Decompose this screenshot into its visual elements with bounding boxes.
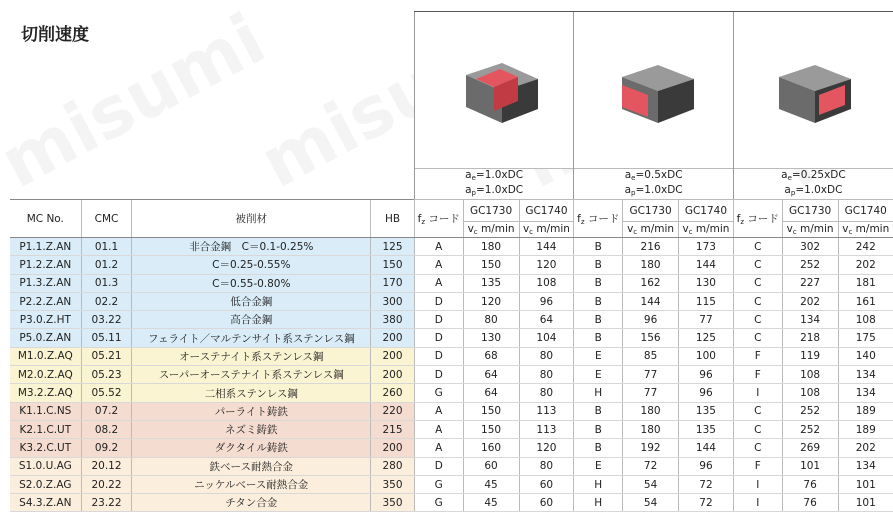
vc-cell: 60 bbox=[463, 457, 519, 475]
vc-cell: 192 bbox=[623, 439, 679, 457]
vc-cell: 64 bbox=[463, 384, 519, 402]
header-vc bbox=[463, 222, 519, 238]
header-vc bbox=[519, 222, 574, 238]
vc-cell: 101 bbox=[782, 457, 838, 475]
vc-cell: 80 bbox=[519, 457, 574, 475]
vc-cell: 72 bbox=[623, 457, 679, 475]
vc-cell: 161 bbox=[838, 292, 893, 310]
vc-cell: 108 bbox=[782, 384, 838, 402]
table-row bbox=[10, 366, 893, 384]
vc-prefix: v bbox=[467, 223, 474, 235]
vc-cell: 120 bbox=[519, 439, 574, 457]
hb-cell: 200 bbox=[371, 439, 415, 457]
fz-code-cell: C bbox=[733, 238, 782, 256]
hb-cell: 125 bbox=[371, 238, 415, 256]
vc-cell: 134 bbox=[782, 311, 838, 329]
fz-code-cell: D bbox=[414, 329, 463, 347]
cmc-cell: 07.2 bbox=[81, 402, 132, 420]
vc-cell: 150 bbox=[463, 256, 519, 274]
material-cell: 非合金鋼 C＝0.1-0.25% bbox=[132, 238, 371, 256]
fz-code-cell: H bbox=[574, 494, 623, 512]
hb-cell: 200 bbox=[371, 347, 415, 365]
vc-cell: 115 bbox=[679, 292, 734, 310]
vc-cell: 269 bbox=[782, 439, 838, 457]
vc-cell: 144 bbox=[519, 238, 574, 256]
header-mc-no: MC No. bbox=[10, 200, 81, 238]
mc-no-cell: P5.0.Z.AN bbox=[10, 329, 81, 347]
fz-code-cell: D bbox=[414, 366, 463, 384]
mc-no-cell: S4.3.Z.AN bbox=[10, 494, 81, 512]
hb-cell: 280 bbox=[371, 457, 415, 475]
ap-sub: p bbox=[790, 189, 796, 197]
vc-cell: 218 bbox=[782, 329, 838, 347]
fz-code-cell: A bbox=[414, 420, 463, 438]
fz-suffix: コード bbox=[744, 213, 779, 225]
ae-line bbox=[415, 169, 574, 184]
vc-cell: 68 bbox=[463, 347, 519, 365]
vc-cell: 72 bbox=[679, 494, 734, 512]
vc-cell: 135 bbox=[679, 402, 734, 420]
vc-cell: 156 bbox=[623, 329, 679, 347]
header-fz-code bbox=[414, 200, 463, 238]
vc-cell: 45 bbox=[463, 494, 519, 512]
table-row bbox=[10, 457, 893, 475]
fz-prefix: f bbox=[577, 213, 581, 225]
vc-cell: 85 bbox=[623, 347, 679, 365]
vc-cell: 80 bbox=[463, 311, 519, 329]
vc-cell: 134 bbox=[838, 366, 893, 384]
vc-cell: 125 bbox=[679, 329, 734, 347]
cmc-cell: 05.11 bbox=[81, 329, 132, 347]
fz-code-cell: I bbox=[733, 384, 782, 402]
vc-cell: 160 bbox=[463, 439, 519, 457]
vc-cell: 80 bbox=[519, 366, 574, 384]
header-grade-1: GC1730 bbox=[463, 200, 519, 222]
material-cell: スーパーオーステナイト系ステンレス鋼 bbox=[132, 366, 371, 384]
table-row bbox=[10, 256, 893, 274]
mc-no-cell: M1.0.Z.AQ bbox=[10, 347, 81, 365]
hb-cell: 170 bbox=[371, 274, 415, 292]
vc-sub: c bbox=[792, 228, 797, 236]
mc-no-cell: P1.2.Z.AN bbox=[10, 256, 81, 274]
fz-code-cell: B bbox=[574, 292, 623, 310]
vc-cell: 216 bbox=[623, 238, 679, 256]
hb-cell: 350 bbox=[371, 475, 415, 493]
cmc-cell: 20.12 bbox=[81, 457, 132, 475]
fz-code-cell: D bbox=[414, 311, 463, 329]
vc-sub: c bbox=[529, 228, 534, 236]
vc-cell: 227 bbox=[782, 274, 838, 292]
fz-code-cell: C bbox=[733, 420, 782, 438]
ae-suffix: =1.0xDC bbox=[475, 169, 524, 181]
vc-cell: 77 bbox=[679, 311, 734, 329]
mc-no-cell: M3.2.Z.AQ bbox=[10, 384, 81, 402]
header-cmc: CMC bbox=[81, 200, 132, 238]
cut-condition-3 bbox=[733, 169, 893, 200]
ap-suffix: =1.0xDC bbox=[475, 184, 524, 196]
fz-code-cell: E bbox=[574, 347, 623, 365]
table-row bbox=[10, 402, 893, 420]
vc-cell: 101 bbox=[838, 494, 893, 512]
mc-no-cell: P2.2.Z.AN bbox=[10, 292, 81, 310]
vc-cell: 180 bbox=[623, 256, 679, 274]
fz-code-cell: A bbox=[414, 274, 463, 292]
vc-cell: 77 bbox=[623, 384, 679, 402]
fz-code-cell: I bbox=[733, 475, 782, 493]
vc-cell: 189 bbox=[838, 420, 893, 438]
vc-cell: 135 bbox=[463, 274, 519, 292]
vc-cell: 189 bbox=[838, 402, 893, 420]
vc-cell: 144 bbox=[679, 439, 734, 457]
vc-suffix: m/min bbox=[852, 223, 890, 235]
vc-cell: 72 bbox=[679, 475, 734, 493]
fz-code-cell: A bbox=[414, 439, 463, 457]
vc-cell: 140 bbox=[838, 347, 893, 365]
vc-cell: 76 bbox=[782, 475, 838, 493]
fz-code-cell: B bbox=[574, 402, 623, 420]
fz-code-cell: B bbox=[574, 274, 623, 292]
vc-cell: 175 bbox=[838, 329, 893, 347]
ap-line bbox=[415, 184, 574, 199]
vc-prefix: v bbox=[842, 223, 849, 235]
vc-cell: 80 bbox=[519, 347, 574, 365]
vc-cell: 202 bbox=[838, 256, 893, 274]
fz-code-cell: C bbox=[733, 274, 782, 292]
vc-cell: 242 bbox=[838, 238, 893, 256]
table-row bbox=[10, 439, 893, 457]
fz-code-cell: B bbox=[574, 311, 623, 329]
hb-cell: 300 bbox=[371, 292, 415, 310]
ap-prefix: a bbox=[624, 184, 632, 196]
fz-code-cell: A bbox=[414, 256, 463, 274]
vc-prefix: v bbox=[786, 223, 793, 235]
ap-suffix: =1.0xDC bbox=[635, 184, 683, 196]
material-cell: ダクタイル鋳鉄 bbox=[132, 439, 371, 457]
page-title: 切削速度 bbox=[21, 25, 89, 45]
fz-prefix: f bbox=[417, 213, 422, 225]
fz-code-cell: H bbox=[574, 475, 623, 493]
mc-no-cell: K2.1.C.UT bbox=[10, 420, 81, 438]
fz-code-cell: C bbox=[733, 292, 782, 310]
cmc-cell: 05.23 bbox=[81, 366, 132, 384]
vc-cell: 134 bbox=[838, 384, 893, 402]
fz-code-cell: C bbox=[733, 329, 782, 347]
hb-cell: 150 bbox=[371, 256, 415, 274]
fz-suffix: コード bbox=[425, 213, 460, 225]
vc-cell: 113 bbox=[519, 420, 574, 438]
hb-cell: 380 bbox=[371, 311, 415, 329]
hb-cell: 220 bbox=[371, 402, 415, 420]
fz-sub: z bbox=[421, 218, 426, 226]
vc-cell: 119 bbox=[782, 347, 838, 365]
header-fz-code bbox=[733, 200, 782, 238]
vc-cell: 150 bbox=[463, 420, 519, 438]
ae-line bbox=[574, 169, 733, 184]
vc-cell: 76 bbox=[782, 494, 838, 512]
fz-code-cell: D bbox=[414, 292, 463, 310]
cut-condition-2 bbox=[574, 169, 734, 200]
hb-cell: 215 bbox=[371, 420, 415, 438]
mc-no-cell: M2.0.Z.AQ bbox=[10, 366, 81, 384]
vc-cell: 45 bbox=[463, 475, 519, 493]
vc-cell: 144 bbox=[623, 292, 679, 310]
ap-suffix: =1.0xDC bbox=[795, 184, 843, 196]
header-grade-1: GC1730 bbox=[623, 200, 679, 222]
hb-cell: 350 bbox=[371, 494, 415, 512]
vc-cell: 96 bbox=[679, 366, 734, 384]
ap-sub: p bbox=[471, 189, 476, 197]
vc-cell: 202 bbox=[838, 439, 893, 457]
fz-code-cell: B bbox=[574, 329, 623, 347]
vc-cell: 77 bbox=[623, 366, 679, 384]
vc-prefix: v bbox=[627, 223, 634, 235]
vc-cell: 130 bbox=[463, 329, 519, 347]
table-row bbox=[10, 274, 893, 292]
vc-cell: 60 bbox=[519, 475, 574, 493]
fz-code-cell: A bbox=[414, 402, 463, 420]
fz-prefix: f bbox=[736, 213, 741, 225]
cutting-speed-table bbox=[10, 11, 893, 512]
fz-code-cell: F bbox=[733, 457, 782, 475]
material-cell: オーステナイト系ステンレス鋼 bbox=[132, 347, 371, 365]
table-row bbox=[10, 329, 893, 347]
header-grade-2: GC1740 bbox=[519, 200, 574, 222]
fz-code-cell: H bbox=[574, 384, 623, 402]
vc-prefix: v bbox=[522, 223, 530, 235]
vc-cell: 135 bbox=[679, 420, 734, 438]
material-cell: パーライト鋳鉄 bbox=[132, 402, 371, 420]
ap-prefix: a bbox=[465, 184, 472, 196]
ae-prefix: a bbox=[781, 169, 788, 181]
slot-milling-image bbox=[414, 12, 574, 169]
ae-sub: e bbox=[631, 174, 636, 182]
vc-cell: 162 bbox=[623, 274, 679, 292]
vc-cell: 180 bbox=[463, 238, 519, 256]
material-cell: ニッケルベース耐熱合金 bbox=[132, 475, 371, 493]
cmc-cell: 09.2 bbox=[81, 439, 132, 457]
material-cell: チタン合金 bbox=[132, 494, 371, 512]
fz-code-cell: B bbox=[574, 256, 623, 274]
material-cell: 低合金鋼 bbox=[132, 292, 371, 310]
vc-cell: 104 bbox=[519, 329, 574, 347]
vc-sub: c bbox=[688, 228, 693, 236]
ae-prefix: a bbox=[465, 169, 472, 181]
header-vc bbox=[838, 222, 893, 238]
ae-suffix: =0.25xDC bbox=[791, 169, 846, 181]
mc-no-cell: S1.0.U.AG bbox=[10, 457, 81, 475]
table-row bbox=[10, 384, 893, 402]
vc-cell: 64 bbox=[463, 366, 519, 384]
vc-sub: c bbox=[848, 228, 853, 236]
vc-cell: 96 bbox=[679, 457, 734, 475]
mc-no-cell: K3.2.C.UT bbox=[10, 439, 81, 457]
fz-sub: z bbox=[580, 218, 585, 226]
vc-suffix: m/min bbox=[692, 223, 730, 235]
table-row bbox=[10, 347, 893, 365]
header-grade-2: GC1740 bbox=[679, 200, 734, 222]
fz-code-cell: B bbox=[574, 238, 623, 256]
mc-no-cell: P3.0.Z.HT bbox=[10, 311, 81, 329]
cmc-cell: 03.22 bbox=[81, 311, 132, 329]
fz-code-cell: G bbox=[414, 384, 463, 402]
header-hb: HB bbox=[371, 200, 415, 238]
vc-cell: 100 bbox=[679, 347, 734, 365]
vc-cell: 60 bbox=[519, 494, 574, 512]
vc-cell: 54 bbox=[623, 475, 679, 493]
header-vc bbox=[679, 222, 734, 238]
fz-sub: z bbox=[740, 218, 745, 226]
vc-cell: 96 bbox=[519, 292, 574, 310]
fz-code-cell: I bbox=[733, 494, 782, 512]
cmc-cell: 02.2 bbox=[81, 292, 132, 310]
material-cell: 二相系ステンレス鋼 bbox=[132, 384, 371, 402]
mc-no-cell: K1.1.C.NS bbox=[10, 402, 81, 420]
vc-cell: 180 bbox=[623, 402, 679, 420]
ae-suffix: =0.5xDC bbox=[635, 169, 683, 181]
hb-cell: 200 bbox=[371, 366, 415, 384]
fz-code-cell: D bbox=[414, 457, 463, 475]
cmc-cell: 23.22 bbox=[81, 494, 132, 512]
header-vc bbox=[782, 222, 838, 238]
vc-suffix: m/min bbox=[477, 223, 515, 235]
vc-cell: 108 bbox=[838, 311, 893, 329]
mc-no-cell: S2.0.Z.AG bbox=[10, 475, 81, 493]
cmc-cell: 05.52 bbox=[81, 384, 132, 402]
table-row bbox=[10, 292, 893, 310]
vc-cell: 252 bbox=[782, 402, 838, 420]
vc-prefix: v bbox=[682, 223, 689, 235]
vc-cell: 120 bbox=[519, 256, 574, 274]
vc-cell: 144 bbox=[679, 256, 734, 274]
vc-cell: 181 bbox=[838, 274, 893, 292]
shoulder-quarter-icon bbox=[765, 55, 861, 125]
header-material: 被削材 bbox=[132, 200, 371, 238]
vc-cell: 108 bbox=[519, 274, 574, 292]
fz-code-cell: C bbox=[733, 402, 782, 420]
vc-suffix: m/min bbox=[796, 223, 834, 235]
shoulder-half-image bbox=[574, 12, 734, 169]
fz-suffix: コード bbox=[584, 213, 620, 225]
ap-line bbox=[574, 184, 733, 199]
cmc-cell: 01.3 bbox=[81, 274, 132, 292]
vc-cell: 64 bbox=[519, 311, 574, 329]
table-row bbox=[10, 420, 893, 438]
ap-prefix: a bbox=[784, 184, 791, 196]
shoulder-half-icon bbox=[606, 55, 702, 125]
material-cell: 鉄ベース耐熱合金 bbox=[132, 457, 371, 475]
table-row bbox=[10, 311, 893, 329]
cmc-cell: 01.2 bbox=[81, 256, 132, 274]
vc-cell: 113 bbox=[519, 402, 574, 420]
vc-sub: c bbox=[633, 228, 638, 236]
fz-code-cell: D bbox=[414, 347, 463, 365]
fz-code-cell: F bbox=[733, 347, 782, 365]
mc-no-cell: P1.1.Z.AN bbox=[10, 238, 81, 256]
ae-line bbox=[734, 169, 893, 184]
vc-suffix: m/min bbox=[637, 223, 675, 235]
ae-sub: e bbox=[787, 174, 792, 182]
table-row bbox=[10, 475, 893, 493]
cmc-cell: 20.22 bbox=[81, 475, 132, 493]
vc-cell: 252 bbox=[782, 420, 838, 438]
slot-milling-icon bbox=[446, 55, 542, 125]
ap-sub: p bbox=[631, 189, 636, 197]
ae-sub: e bbox=[471, 174, 476, 182]
vc-cell: 202 bbox=[782, 292, 838, 310]
vc-cell: 101 bbox=[838, 475, 893, 493]
fz-code-cell: G bbox=[414, 475, 463, 493]
mc-no-cell: P1.3.Z.AN bbox=[10, 274, 81, 292]
hb-cell: 200 bbox=[371, 329, 415, 347]
vc-cell: 134 bbox=[838, 457, 893, 475]
ae-prefix: a bbox=[624, 169, 632, 181]
fz-code-cell: F bbox=[733, 366, 782, 384]
vc-cell: 173 bbox=[679, 238, 734, 256]
material-cell: フェライト／マルテンサイト系ステンレス鋼 bbox=[132, 329, 371, 347]
material-cell: ネズミ鋳鉄 bbox=[132, 420, 371, 438]
table-row bbox=[10, 494, 893, 512]
cmc-cell: 05.21 bbox=[81, 347, 132, 365]
vc-cell: 302 bbox=[782, 238, 838, 256]
fz-code-cell: G bbox=[414, 494, 463, 512]
fz-code-cell: E bbox=[574, 457, 623, 475]
vc-cell: 96 bbox=[623, 311, 679, 329]
cmc-cell: 08.2 bbox=[81, 420, 132, 438]
vc-sub: c bbox=[473, 228, 478, 236]
ap-line bbox=[734, 184, 893, 199]
header-vc bbox=[623, 222, 679, 238]
vc-cell: 180 bbox=[623, 420, 679, 438]
vc-cell: 130 bbox=[679, 274, 734, 292]
material-cell: 高合金鋼 bbox=[132, 311, 371, 329]
vc-cell: 54 bbox=[623, 494, 679, 512]
cut-condition-1 bbox=[414, 169, 574, 200]
material-cell: C＝0.25-0.55% bbox=[132, 256, 371, 274]
shoulder-quarter-image bbox=[733, 12, 893, 169]
vc-cell: 96 bbox=[679, 384, 734, 402]
fz-code-cell: B bbox=[574, 420, 623, 438]
hb-cell: 260 bbox=[371, 384, 415, 402]
header-grade-1: GC1730 bbox=[782, 200, 838, 222]
fz-code-cell: C bbox=[733, 311, 782, 329]
vc-cell: 108 bbox=[782, 366, 838, 384]
header-fz-code bbox=[574, 200, 623, 238]
table-row bbox=[10, 238, 893, 256]
vc-cell: 80 bbox=[519, 384, 574, 402]
vc-cell: 120 bbox=[463, 292, 519, 310]
fz-code-cell: C bbox=[733, 439, 782, 457]
cmc-cell: 01.1 bbox=[81, 238, 132, 256]
vc-suffix: m/min bbox=[533, 223, 570, 235]
fz-code-cell: C bbox=[733, 256, 782, 274]
header-grade-2: GC1740 bbox=[838, 200, 893, 222]
fz-code-cell: A bbox=[414, 238, 463, 256]
fz-code-cell: E bbox=[574, 366, 623, 384]
vc-cell: 150 bbox=[463, 402, 519, 420]
fz-code-cell: B bbox=[574, 439, 623, 457]
material-cell: C＝0.55-0.80% bbox=[132, 274, 371, 292]
vc-cell: 252 bbox=[782, 256, 838, 274]
